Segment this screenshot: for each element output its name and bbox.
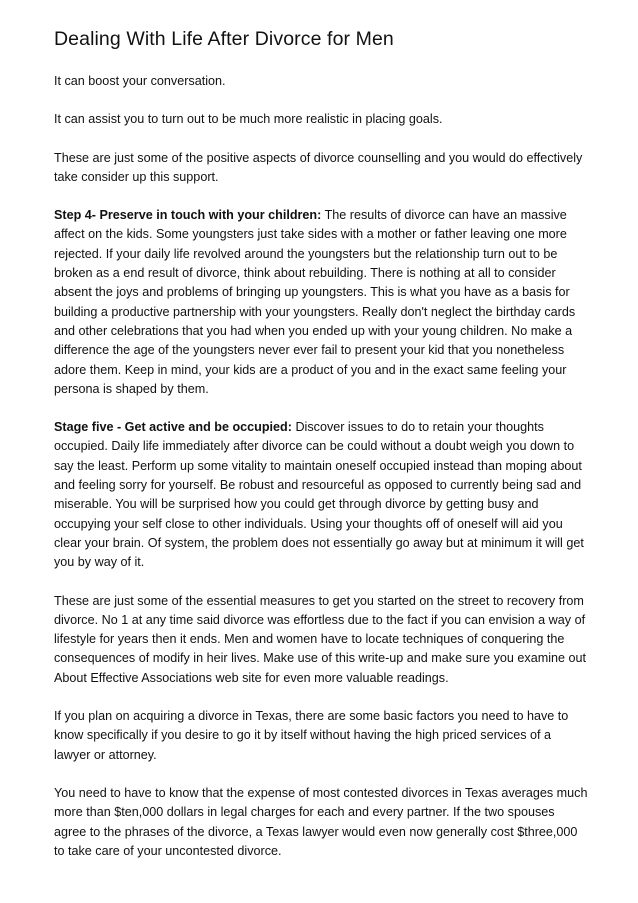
paragraph-6-text: These are just some of the essential measures to get you started on the street to recovery from divorce. No 1 at any time said divorce was effortless due to the fact if you can envision a way of lifestyle for years then it ends. Men and women have to locate techniques of conquering the consequences of modify in heir lives. Make use of this write-up and make sure you examine out About Effective Associations web site for even more valuable readings. <box>54 593 587 685</box>
paragraph-3 <box>54 149 590 188</box>
paragraph-1 <box>54 72 590 91</box>
paragraph-8-text: You need to have to know that the expense of most contested divorces in Texas averages much more than $ten,000 dollars in legal charges for each and every partner. If the two spouses agree to the phrases of the divorce, a Texas lawyer would even now generally cost $three,000 to take care of your uncontested divorce. <box>54 785 588 858</box>
stage-5-heading: Stage five - Get active and be occupied: <box>54 420 292 435</box>
stage-5-text: Discover issues to do to retain your thoughts occupied. Daily life immediately after divorce can be could without a doubt weigh you down to say the least. Perform up some vitality to maintain oneself occupied instead than moping about and feeling sorry for yourself. Be robust and resourceful as opposed to currently being sad and miserable. You will be surprised how you could get through divorce by getting busy and occupying your self close to other individuals. Using your thoughts off of oneself will aid you clear your brain. Of system, the problem does not essentially go away but at minimum it will get you by way of it. <box>54 420 584 570</box>
paragraph-6 <box>54 592 590 688</box>
step-4-text: The results of divorce can have an massive affect on the kids. Some youngsters just take sides with a mother or father leaving one more rejected. If your daily life revolved around the youngsters but the relationship turn out to be broken as a end result of divorce, think about rebuilding. There is nothing at all to consider absent the joys and problems of bringing up youngsters. This is what you have as a basis for building a productive partnership with your youngsters. Really don't neglect the birthday cards and other celebrations that you had when you ended up with your young children. No make a difference the age of the youngsters never ever fail to present your kid that you nonetheless adore them. Keep in mind, your kids are a product of you and in the exact same feeling your persona is shaped by them. <box>54 208 576 396</box>
paragraph-7 <box>54 707 590 765</box>
paragraph-2-text: It can assist you to turn out to be much more realistic in placing goals. <box>54 112 443 127</box>
paragraph-1-text: It can boost your conversation. <box>54 74 226 88</box>
paragraph-step-4 <box>54 206 590 399</box>
paragraph-3-text: These are just some of the positive aspects of divorce counselling and you would do effectively take consider up this support. <box>54 150 583 184</box>
paragraph-8 <box>54 784 590 861</box>
document-title: Dealing With Life After Divorce for Men <box>54 28 394 50</box>
paragraph-7-text: If you plan on acquiring a divorce in Texas, there are some basic factors you need to have to know specifically if you desire to go it by itself without having the high priced services of a lawyer or attorney. <box>54 709 569 762</box>
paragraph-stage-5 <box>54 418 590 572</box>
step-4-heading: Step 4- Preserve in touch with your children: <box>54 208 322 223</box>
paragraph-2 <box>54 110 590 129</box>
